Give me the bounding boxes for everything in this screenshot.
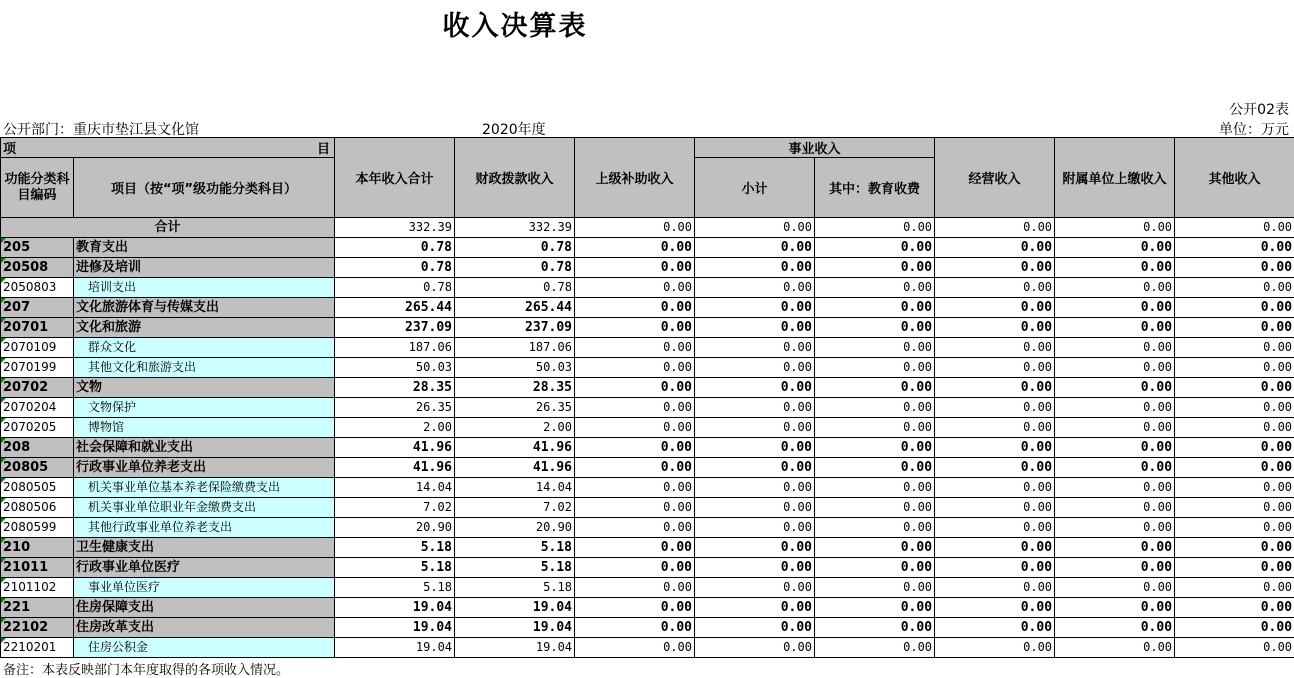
row-code: 2070199 <box>1 358 74 378</box>
row-value-cell: 0.00 <box>575 538 695 558</box>
row-value-cell: 0.00 <box>1175 538 1294 558</box>
row-value-cell: 0.00 <box>1175 618 1294 638</box>
row-value-cell: 0.00 <box>815 238 935 258</box>
row-name: 社会保障和就业支出 <box>74 438 335 458</box>
row-value-cell: 28.35 <box>455 378 575 398</box>
header-total-income: 本年收入合计 <box>335 138 455 218</box>
header-code-col: 功能分类科目编码 <box>1 158 74 218</box>
row-name: 住房保障支出 <box>74 598 335 618</box>
table-row <box>1 318 1294 338</box>
table-row <box>1 458 1294 478</box>
row-code: 2070205 <box>1 418 74 438</box>
row-value-cell: 26.35 <box>455 398 575 418</box>
row-value-cell: 0.00 <box>1055 418 1175 438</box>
table-row <box>1 338 1294 358</box>
department-label: 公开部门：重庆市垫江县文化馆 <box>3 122 199 138</box>
row-value-cell: 187.06 <box>455 338 575 358</box>
row-value-cell: 0.00 <box>695 398 815 418</box>
row-value-cell: 50.03 <box>455 358 575 378</box>
row-value-cell: 0.78 <box>335 258 455 278</box>
row-code: 221 <box>1 598 74 618</box>
table-row <box>1 618 1294 638</box>
header-superior: 上级补助收入 <box>575 138 695 218</box>
header-xiang: 项 <box>3 142 17 157</box>
table-row <box>1 438 1294 458</box>
row-value-cell: 237.09 <box>455 318 575 338</box>
row-value-cell: 0.00 <box>575 518 695 538</box>
row-name: 住房公积金 <box>74 638 335 658</box>
table-row <box>1 238 1294 258</box>
row-value-cell: 0.00 <box>695 338 815 358</box>
row-value-cell: 265.44 <box>455 298 575 318</box>
row-name: 文物保护 <box>74 398 335 418</box>
row-value-cell: 0.78 <box>455 238 575 258</box>
row-value-cell: 5.18 <box>455 538 575 558</box>
row-value-cell: 0.00 <box>935 598 1055 618</box>
row-value-cell: 0.00 <box>815 578 935 598</box>
header-career: 事业收入 <box>695 138 935 158</box>
row-value-cell: 0.00 <box>1175 278 1294 298</box>
row-value-cell: 0.78 <box>335 238 455 258</box>
row-value-cell: 0.00 <box>815 338 935 358</box>
row-value-cell: 0.00 <box>935 258 1055 278</box>
row-code: 2070109 <box>1 338 74 358</box>
row-value-cell: 0.00 <box>695 238 815 258</box>
row-value-cell: 0.00 <box>1175 238 1294 258</box>
row-value-cell: 187.06 <box>335 338 455 358</box>
row-value-cell: 0.00 <box>935 378 1055 398</box>
total-cell: 0.00 <box>1175 218 1294 238</box>
row-value-cell: 0.00 <box>695 638 815 658</box>
row-value-cell: 0.00 <box>1175 638 1294 658</box>
row-code: 20702 <box>1 378 74 398</box>
row-value-cell: 0.00 <box>935 618 1055 638</box>
header-other: 其他收入 <box>1175 138 1294 218</box>
row-value-cell: 0.00 <box>815 458 935 478</box>
table-row <box>1 398 1294 418</box>
row-value-cell: 0.00 <box>935 478 1055 498</box>
row-name: 机关事业单位职业年金缴费支出 <box>74 498 335 518</box>
row-value-cell: 26.35 <box>335 398 455 418</box>
table-row <box>1 598 1294 618</box>
row-value-cell: 0.00 <box>575 398 695 418</box>
row-value-cell: 19.04 <box>455 598 575 618</box>
fiscal-year-label: 2020年度 <box>482 122 546 138</box>
row-value-cell: 0.00 <box>575 478 695 498</box>
row-value-cell: 0.00 <box>1055 338 1175 358</box>
row-value-cell: 237.09 <box>335 318 455 338</box>
row-value-cell: 0.00 <box>935 538 1055 558</box>
row-value-cell: 0.00 <box>695 598 815 618</box>
row-value-cell: 0.00 <box>815 558 935 578</box>
row-name: 教育支出 <box>74 238 335 258</box>
row-value-cell: 7.02 <box>455 498 575 518</box>
row-value-cell: 0.00 <box>695 438 815 458</box>
table-row <box>1 478 1294 498</box>
header-operating: 经营收入 <box>935 138 1055 218</box>
row-name: 事业单位医疗 <box>74 578 335 598</box>
row-value-cell: 0.00 <box>695 558 815 578</box>
table-row <box>1 258 1294 278</box>
row-value-cell: 0.00 <box>935 458 1055 478</box>
row-value-cell: 0.00 <box>575 638 695 658</box>
row-value-cell: 0.00 <box>935 298 1055 318</box>
row-value-cell: 0.00 <box>1175 438 1294 458</box>
table-row <box>1 278 1294 298</box>
row-value-cell: 0.00 <box>575 618 695 638</box>
total-label: 合计 <box>1 218 335 238</box>
row-value-cell: 0.00 <box>695 378 815 398</box>
row-value-cell: 0.00 <box>1055 378 1175 398</box>
row-value-cell: 0.00 <box>815 538 935 558</box>
row-value-cell: 0.78 <box>455 278 575 298</box>
row-value-cell: 0.00 <box>1175 358 1294 378</box>
row-value-cell: 19.04 <box>335 638 455 658</box>
row-value-cell: 0.00 <box>935 418 1055 438</box>
row-value-cell: 0.00 <box>1055 498 1175 518</box>
row-value-cell: 0.78 <box>335 278 455 298</box>
row-name: 住房改革支出 <box>74 618 335 638</box>
row-value-cell: 20.90 <box>455 518 575 538</box>
row-value-cell: 0.00 <box>1055 258 1175 278</box>
row-value-cell: 0.00 <box>815 478 935 498</box>
row-name: 文化和旅游 <box>74 318 335 338</box>
row-value-cell: 0.00 <box>1055 438 1175 458</box>
row-value-cell: 0.00 <box>1055 398 1175 418</box>
row-value-cell: 0.00 <box>1055 298 1175 318</box>
row-name: 进修及培训 <box>74 258 335 278</box>
row-value-cell: 41.96 <box>455 458 575 478</box>
row-value-cell: 0.00 <box>1055 618 1175 638</box>
row-value-cell: 0.00 <box>815 278 935 298</box>
row-value-cell: 0.00 <box>695 538 815 558</box>
row-value-cell: 0.00 <box>935 318 1055 338</box>
table-row <box>1 638 1294 658</box>
row-code: 2050803 <box>1 278 74 298</box>
row-code: 2210201 <box>1 638 74 658</box>
row-name: 机关事业单位基本养老保险缴费支出 <box>74 478 335 498</box>
table-row <box>1 298 1294 318</box>
row-value-cell: 0.00 <box>695 358 815 378</box>
row-value-cell: 0.00 <box>1175 498 1294 518</box>
row-value-cell: 41.96 <box>455 438 575 458</box>
row-value-cell: 0.00 <box>575 238 695 258</box>
row-value-cell: 0.00 <box>815 438 935 458</box>
total-cell: 332.39 <box>335 218 455 238</box>
header-career-subtotal: 小计 <box>695 158 815 218</box>
row-value-cell: 14.04 <box>455 478 575 498</box>
row-value-cell: 0.00 <box>815 398 935 418</box>
row-value-cell: 0.00 <box>1055 318 1175 338</box>
row-code: 208 <box>1 438 74 458</box>
table-row <box>1 358 1294 378</box>
row-value-cell: 0.00 <box>1055 478 1175 498</box>
row-value-cell: 0.00 <box>575 578 695 598</box>
unit-label: 单位：万元 <box>1219 122 1289 138</box>
table-row <box>1 498 1294 518</box>
row-value-cell: 0.00 <box>575 318 695 338</box>
table-code-label: 公开02表 <box>1229 102 1289 118</box>
row-value-cell: 41.96 <box>335 458 455 478</box>
row-value-cell: 0.00 <box>935 558 1055 578</box>
row-value-cell: 0.00 <box>935 398 1055 418</box>
row-value-cell: 0.00 <box>695 518 815 538</box>
total-cell: 332.39 <box>455 218 575 238</box>
row-value-cell: 0.00 <box>1175 378 1294 398</box>
page-title: 收入决算表 <box>442 11 588 42</box>
table-row <box>1 378 1294 398</box>
row-value-cell: 0.00 <box>1175 418 1294 438</box>
total-cell: 0.00 <box>695 218 815 238</box>
header-career-edu: 其中：教育收费 <box>815 158 935 218</box>
row-name: 其他行政事业单位养老支出 <box>74 518 335 538</box>
row-name: 行政事业单位医疗 <box>74 558 335 578</box>
row-value-cell: 0.00 <box>1055 518 1175 538</box>
row-value-cell: 0.00 <box>815 358 935 378</box>
row-value-cell: 0.00 <box>1055 638 1175 658</box>
row-name: 行政事业单位养老支出 <box>74 458 335 478</box>
row-name: 其他文化和旅游支出 <box>74 358 335 378</box>
total-row <box>1 218 1294 238</box>
row-value-cell: 0.00 <box>935 518 1055 538</box>
row-code: 210 <box>1 538 74 558</box>
row-value-cell: 5.18 <box>455 558 575 578</box>
row-value-cell: 19.04 <box>455 618 575 638</box>
row-value-cell: 0.00 <box>575 498 695 518</box>
row-value-cell: 0.00 <box>935 278 1055 298</box>
total-cell: 0.00 <box>935 218 1055 238</box>
row-value-cell: 50.03 <box>335 358 455 378</box>
row-name: 培训支出 <box>74 278 335 298</box>
total-cell: 0.00 <box>815 218 935 238</box>
row-value-cell: 0.00 <box>935 338 1055 358</box>
row-value-cell: 0.00 <box>1175 558 1294 578</box>
row-value-cell: 0.00 <box>1055 238 1175 258</box>
row-value-cell: 7.02 <box>335 498 455 518</box>
row-value-cell: 0.00 <box>935 238 1055 258</box>
row-value-cell: 0.00 <box>1055 538 1175 558</box>
row-value-cell: 0.00 <box>695 458 815 478</box>
row-value-cell: 0.00 <box>815 318 935 338</box>
row-value-cell: 0.00 <box>575 558 695 578</box>
table-row <box>1 418 1294 438</box>
row-code: 207 <box>1 298 74 318</box>
row-value-cell: 0.00 <box>815 518 935 538</box>
row-value-cell: 0.00 <box>575 298 695 318</box>
row-value-cell: 0.00 <box>575 418 695 438</box>
row-value-cell: 0.00 <box>815 418 935 438</box>
row-value-cell: 0.00 <box>575 438 695 458</box>
row-value-cell: 2.00 <box>335 418 455 438</box>
row-value-cell: 5.18 <box>455 578 575 598</box>
row-value-cell: 0.00 <box>1055 578 1175 598</box>
row-code: 20508 <box>1 258 74 278</box>
row-value-cell: 0.00 <box>1175 258 1294 278</box>
row-value-cell: 0.78 <box>455 258 575 278</box>
row-value-cell: 0.00 <box>695 498 815 518</box>
row-value-cell: 0.00 <box>1175 338 1294 358</box>
row-value-cell: 19.04 <box>335 598 455 618</box>
table-row <box>1 538 1294 558</box>
row-value-cell: 0.00 <box>1175 458 1294 478</box>
row-value-cell: 0.00 <box>575 258 695 278</box>
row-value-cell: 0.00 <box>695 278 815 298</box>
row-value-cell: 0.00 <box>815 598 935 618</box>
row-value-cell: 0.00 <box>695 258 815 278</box>
row-value-cell: 5.18 <box>335 578 455 598</box>
row-code: 205 <box>1 238 74 258</box>
row-value-cell: 0.00 <box>575 278 695 298</box>
row-code: 20701 <box>1 318 74 338</box>
row-value-cell: 0.00 <box>575 338 695 358</box>
row-value-cell: 0.00 <box>815 378 935 398</box>
row-value-cell: 0.00 <box>1175 598 1294 618</box>
header-mu: 目 <box>317 142 331 157</box>
row-value-cell: 0.00 <box>695 298 815 318</box>
row-value-cell: 0.00 <box>1175 478 1294 498</box>
row-value-cell: 0.00 <box>575 378 695 398</box>
row-code: 20805 <box>1 458 74 478</box>
row-value-cell: 0.00 <box>935 638 1055 658</box>
row-value-cell: 19.04 <box>335 618 455 638</box>
row-name: 群众文化 <box>74 338 335 358</box>
row-value-cell: 265.44 <box>335 298 455 318</box>
row-value-cell: 0.00 <box>575 458 695 478</box>
row-value-cell: 0.00 <box>1175 518 1294 538</box>
row-value-cell: 0.00 <box>935 358 1055 378</box>
row-value-cell: 0.00 <box>815 498 935 518</box>
total-cell: 0.00 <box>575 218 695 238</box>
header-name-col: 项目（按“项”级功能分类科目） <box>74 158 335 218</box>
row-code: 2101102 <box>1 578 74 598</box>
row-value-cell: 0.00 <box>1175 298 1294 318</box>
row-value-cell: 0.00 <box>1055 358 1175 378</box>
row-value-cell: 20.90 <box>335 518 455 538</box>
row-value-cell: 0.00 <box>695 578 815 598</box>
row-value-cell: 0.00 <box>1175 578 1294 598</box>
row-value-cell: 0.00 <box>575 358 695 378</box>
row-value-cell: 0.00 <box>935 578 1055 598</box>
row-value-cell: 0.00 <box>815 298 935 318</box>
row-code: 2070204 <box>1 398 74 418</box>
row-value-cell: 0.00 <box>815 258 935 278</box>
row-name: 博物馆 <box>74 418 335 438</box>
table-row <box>1 518 1294 538</box>
row-value-cell: 0.00 <box>1175 398 1294 418</box>
row-value-cell: 0.00 <box>815 638 935 658</box>
row-value-cell: 0.00 <box>695 478 815 498</box>
row-value-cell: 0.00 <box>695 618 815 638</box>
row-code: 2080505 <box>1 478 74 498</box>
row-value-cell: 0.00 <box>1055 458 1175 478</box>
row-name: 文物 <box>74 378 335 398</box>
row-value-cell: 0.00 <box>1055 598 1175 618</box>
income-table <box>0 137 1294 658</box>
row-code: 22102 <box>1 618 74 638</box>
header-fiscal: 财政拨款收入 <box>455 138 575 218</box>
row-value-cell: 0.00 <box>815 618 935 638</box>
row-name: 卫生健康支出 <box>74 538 335 558</box>
table-row <box>1 578 1294 598</box>
row-value-cell: 0.00 <box>575 598 695 618</box>
table-row <box>1 558 1294 578</box>
row-code: 2080599 <box>1 518 74 538</box>
row-code: 2080506 <box>1 498 74 518</box>
total-cell: 0.00 <box>1055 218 1175 238</box>
row-value-cell: 0.00 <box>695 318 815 338</box>
row-value-cell: 0.00 <box>935 438 1055 458</box>
header-xiang-mu <box>1 138 335 158</box>
header-affiliated: 附属单位上缴收入 <box>1055 138 1175 218</box>
row-value-cell: 0.00 <box>1175 318 1294 338</box>
row-value-cell: 19.04 <box>455 638 575 658</box>
row-name: 文化旅游体育与传媒支出 <box>74 298 335 318</box>
footnote: 备注：本表反映部门本年度取得的各项收入情况。 <box>3 663 290 678</box>
row-value-cell: 28.35 <box>335 378 455 398</box>
row-value-cell: 41.96 <box>335 438 455 458</box>
row-value-cell: 0.00 <box>935 498 1055 518</box>
row-value-cell: 14.04 <box>335 478 455 498</box>
row-value-cell: 0.00 <box>695 418 815 438</box>
row-value-cell: 0.00 <box>1055 558 1175 578</box>
row-code: 21011 <box>1 558 74 578</box>
row-value-cell: 0.00 <box>1055 278 1175 298</box>
row-value-cell: 2.00 <box>455 418 575 438</box>
row-value-cell: 5.18 <box>335 538 455 558</box>
row-value-cell: 5.18 <box>335 558 455 578</box>
